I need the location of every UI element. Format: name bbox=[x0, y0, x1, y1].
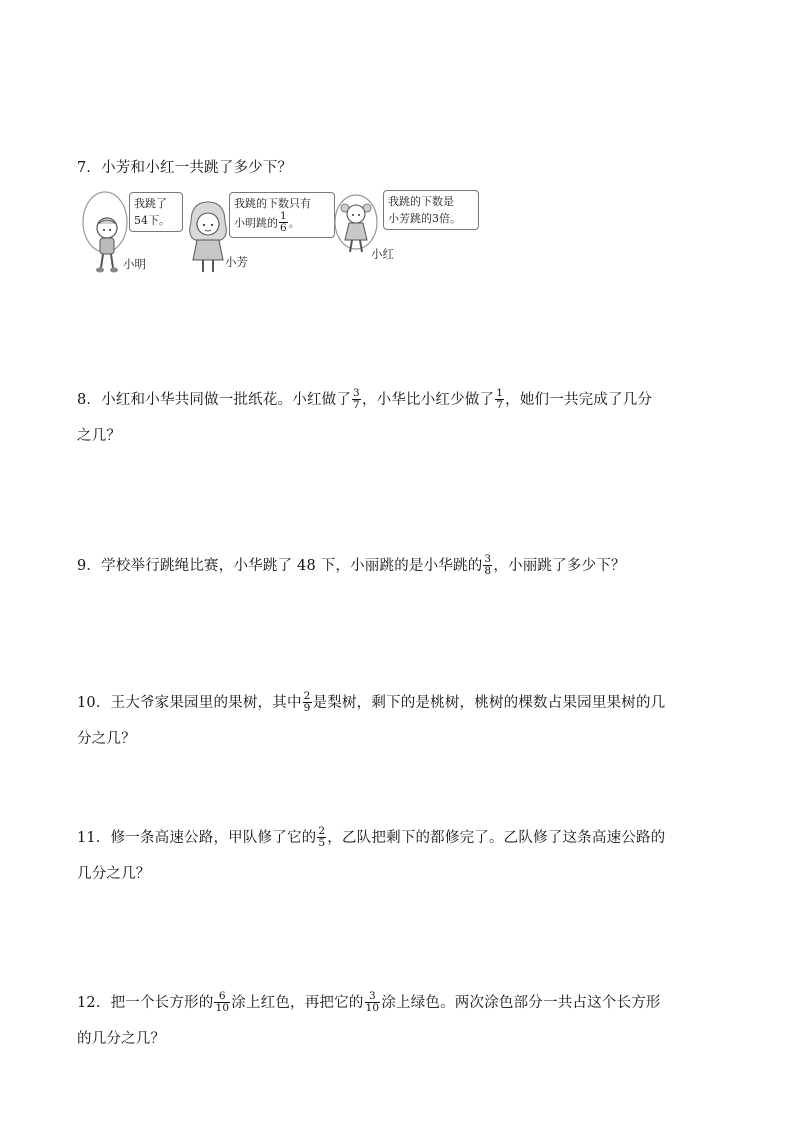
question-text: ，小华比小红少做了 bbox=[361, 392, 495, 408]
question-text: ，小丽跳了多少下？ bbox=[493, 558, 626, 574]
question-line bbox=[77, 856, 717, 892]
question-7 bbox=[77, 150, 717, 186]
speech-bubble-xiaoming bbox=[129, 192, 183, 232]
fraction bbox=[317, 826, 326, 849]
question-text: 几分之几？ bbox=[77, 866, 151, 882]
question-number: 11． bbox=[77, 830, 111, 846]
question-7-illustration bbox=[77, 188, 497, 278]
question-line bbox=[77, 418, 717, 454]
question-line bbox=[77, 985, 717, 1021]
question-text: 王大爷家果园里的果树，其中 bbox=[110, 695, 302, 711]
question-line bbox=[77, 1021, 717, 1057]
denominator: 5 bbox=[318, 836, 326, 849]
question-8 bbox=[77, 382, 717, 454]
numerator: 6 bbox=[214, 991, 230, 1003]
numerator: 2 bbox=[318, 824, 326, 837]
denominator: 10 bbox=[365, 1001, 380, 1014]
fraction bbox=[214, 991, 230, 1014]
question-line bbox=[77, 820, 717, 856]
question-line bbox=[77, 721, 717, 757]
question-text: 是梨树，剩下的是桃树，桃树的棵数占果园里果树的几 bbox=[312, 695, 666, 711]
kid-name: 小芳 bbox=[225, 255, 248, 269]
fraction bbox=[352, 388, 361, 411]
denominator: 9 bbox=[303, 701, 311, 714]
question-text: 修一条高速公路，甲队修了它的 bbox=[110, 830, 317, 846]
question-line bbox=[77, 382, 717, 418]
bubble-line: 我跳的下数是 bbox=[388, 195, 454, 208]
question-text: 分之几？ bbox=[77, 731, 136, 747]
question-number: 7． bbox=[77, 160, 102, 176]
numerator: 1 bbox=[496, 386, 504, 399]
question-line bbox=[77, 685, 717, 721]
question-number: 12． bbox=[77, 995, 111, 1011]
question-text: 把一个长方形的 bbox=[110, 995, 214, 1011]
question-12 bbox=[77, 985, 717, 1057]
fraction bbox=[279, 211, 288, 234]
numerator: 3 bbox=[353, 386, 360, 399]
question-text: 之几？ bbox=[77, 428, 122, 444]
numerator: 1 bbox=[280, 210, 287, 222]
fraction bbox=[303, 691, 312, 714]
question-text: 学校举行跳绳比赛，小华跳了 48 下，小丽跳的是小华跳的 bbox=[101, 558, 483, 574]
denominator: 6 bbox=[280, 222, 287, 234]
denominator: 7 bbox=[496, 398, 504, 411]
numerator: 3 bbox=[484, 552, 492, 565]
bubble-line: 我跳了 bbox=[134, 197, 167, 210]
denominator: 7 bbox=[353, 398, 360, 411]
question-text: 小芳和小红一共跳了多少下？ bbox=[101, 160, 293, 176]
question-9 bbox=[77, 548, 717, 584]
fraction bbox=[483, 554, 492, 577]
kid-name: 小红 bbox=[371, 247, 394, 261]
denominator: 10 bbox=[215, 1001, 230, 1014]
question-number: 8． bbox=[77, 392, 102, 408]
question-text: 涂上绿色。两次涂色部分一共占这个长方形 bbox=[381, 995, 661, 1011]
bubble-line: 54下。 bbox=[134, 214, 170, 227]
bubble-line bbox=[234, 212, 330, 235]
numerator: 2 bbox=[303, 689, 311, 702]
kid-name: 小明 bbox=[123, 257, 146, 271]
question-10 bbox=[77, 685, 717, 757]
question-text: 涂上红色，再把它的 bbox=[231, 995, 364, 1011]
question-text: 小红和小华共同做一批纸花。小红做了 bbox=[101, 392, 352, 408]
fraction bbox=[495, 388, 504, 411]
bubble-line: 小芳跳的3倍。 bbox=[388, 212, 461, 225]
bubble-text: 小明跳的 bbox=[234, 216, 278, 230]
bubble-text: 。 bbox=[288, 216, 300, 230]
bubble-line: 我跳的下数只有 bbox=[234, 197, 311, 210]
question-number: 9． bbox=[77, 558, 102, 574]
speech-bubble-xiaofang bbox=[229, 192, 335, 238]
question-text: ，她们一共完成了几分 bbox=[505, 392, 653, 408]
question-text: 的几分之几？ bbox=[77, 1031, 166, 1047]
fraction bbox=[365, 991, 381, 1014]
question-11 bbox=[77, 820, 717, 892]
question-number: 10． bbox=[77, 695, 111, 711]
speech-bubble-xiaohong bbox=[383, 190, 479, 230]
denominator: 8 bbox=[484, 564, 492, 577]
question-text: ，乙队把剩下的都修完了。乙队修了这条高速公路的 bbox=[327, 830, 666, 846]
numerator: 3 bbox=[365, 991, 381, 1003]
